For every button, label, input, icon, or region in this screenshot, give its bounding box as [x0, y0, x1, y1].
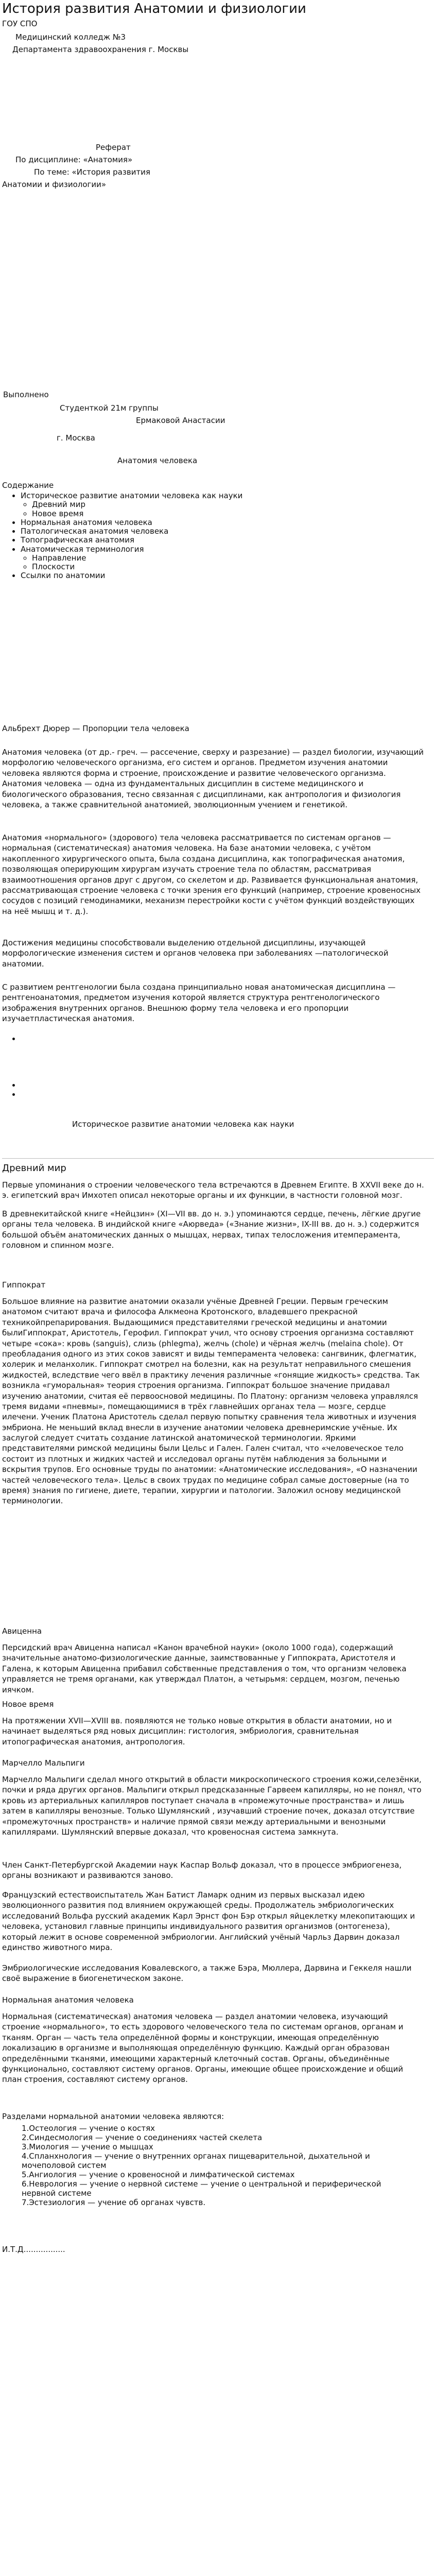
ancient-world-heading: Древний мир [2, 1163, 66, 1174]
toc-item-pathological-anatomy[interactable]: • Патологическая анатомия человека [21, 527, 362, 536]
normal-anatomy-paragraph: Нормальная (систематическая) анатомия человека — раздел анатомии человека, изучающий строение «нормального», то есть здорового человеческого тела по системам органов, органам и тканям. Орган — часть тела определённой формы и конструкции, имеющая определённую локализацию в организме и выполняющая определённую функцию. Каждый орган образован определёнными тканями, имеющими характерный клеточный состав. Органы, объединённые функционально, составляют систему органов. Органы, имеющие общее происхождение и общий план строения, составляют систему органов. [2, 2012, 404, 2084]
list-item: 2.Синдесмология — учение о соединениях частей скелета [22, 2133, 263, 2142]
subject-line: Анатомия человека [117, 456, 198, 465]
toc-item-links[interactable]: • Ссылки по анатомии [21, 571, 362, 580]
document-title: История развития Анатомии и физиологии [2, 1, 306, 16]
section-divider [2, 1158, 434, 1159]
toc-item-topographic-anatomy[interactable]: • Топографическая анатомия [21, 536, 362, 545]
malpighi-paragraph: Марчелло Мальпиги сделал много открытий в области микроскопического строения кожи,селезёнки, почки и ряда других органов. Мальпиги открыл предсказанные Гарвеем капилляры, но не понял, что кровь из артериальных капилляров поступает сначала в «промежуточные пространства» и лишь затем в капилляры венозные. Только Шумлянский , изучавший строение почек, доказал отсутствие «промежуточных пространств» и наличие прямой связи между артериальными и венозными капиллярами. Шумлянский впервые доказал, что кровеносная система замкнута. [2, 1775, 422, 1837]
modern-time-heading: Новое время [2, 1700, 54, 1709]
list-item: 3.Миология — учение о мышцах [22, 2142, 153, 2151]
signature-line: И.Т.Д................. [2, 2245, 65, 2254]
hippocrates-heading: Гиппократ [2, 1280, 46, 1290]
ancient-paragraph-1: Первые упоминания о строении человеческого тела встречаются в Древнем Египте. В XXVII веке до н. э. египетский врач Имхотеп описал некоторые органы и их функции, в частности головной мозг. [2, 1180, 424, 1200]
toc-item-direction[interactable]: ◦ Направление [32, 554, 362, 563]
done-label: Выполнено [3, 390, 49, 399]
empty-list-2 [2, 1080, 21, 1098]
org-line-1: ГОУ СПО [2, 19, 38, 28]
embryology-paragraph: Эмбриологические исследования Ковалевского, а также Бэра, Мюллера, Дарвина и Геккеля нашли своё выражение в биогенетическом законе. [2, 1963, 412, 1984]
toc-item-planes[interactable]: ◦ Плоскости [32, 563, 362, 571]
list-item: 7.Эстезиология — учение об органах чувств. [22, 2198, 206, 2207]
toc-item-history[interactable]: • Историческое развитие анатомии человека как науки ◦ Древний мир ◦ Новое время [21, 492, 362, 518]
list-item: 6.Неврология — учение о нервной системе — учение о центральной и периферической нервной системе [22, 2179, 381, 2198]
student-name: Ермаковой Анастасии [136, 416, 225, 425]
toc-item-normal-anatomy[interactable]: • Нормальная анатомия человека [21, 518, 362, 527]
intro-paragraph-3: Достижения медицины способствовали выделению отдельной дисциплины, изучающей морфологические изменения систем и органов человека при заболеваниях —патологической анатомии. [2, 938, 389, 969]
toc-item-ancient-world[interactable]: ◦ Древний мир [32, 500, 362, 509]
topic-line-continued: Анатомии и физиологии» [2, 180, 107, 189]
intro-paragraph-2: Анатомия «нормального» (здорового) тела человека рассматривается по системам органов —нормальная (систематическая) анатомия человека. На базе анатомии человека, с учётом накопленного хирургического опыта, была создана дисциплина, как топографическая анатомия, позволяющая оперирующим хирургам изучать строение тела по областям, рассматривая взаимоотношения органов друг с другом, со скелетом и др. Развивается функциональная анатомия, рассматривающая строение человека с точки зрения его функций (например, строение кровеносных сосудов с позиций гемодинамики, механизм перестройки кости с учётом функций воздействующих на неё мышц и т. д.). [2, 833, 421, 916]
toc-item-modern-time[interactable]: ◦ Новое время [32, 510, 362, 518]
academy-paragraph: Член Санкт-Петербургской Академии наук Каспар Вольф доказал, что в процессе эмбриогенеза, органы возникают и развиваются заново. [2, 1860, 402, 1880]
malpighi-heading: Марчелло Мальпиги [2, 1758, 85, 1768]
student-group: Студенткой 21м группы [60, 403, 159, 413]
discipline-line: По дисциплине: «Анатомия» [15, 155, 133, 164]
city-line: г. Москва [57, 433, 95, 443]
hippocrates-paragraph: Большое влияние на развитие анатомии оказали учёные Древней Греции. Первым греческим анатомом считают врача и философа Алкмеона Кротонского, владевшего прекрасной техникойпрепарирования. Выдающимися представителями греческой медицины и анатомии былиГиппократ, Аристотель, Герофил. Гиппократ учил, что основу строения организма составляют четыре «сока»: кровь (sanguis), слизь (phlegma), желчь (chole) и чёрная желчь (melaina chole). От преобладания одного из этих соков зависят и виды темперамента человека: сангвиник, флегматик, холерик и меланхолик. Гиппократ смотрел на болезни, как на результат неправильного смешения жидкостей, вследствие чего ввёл в практику лечения различные «гонящие жидкость» средства. Так возникла «гуморальная» теория строения организма. Гиппократ большое значение придавал изучению анатомии, считая её первоосновой медицины. По Платону: организм человека управлялся тремя видами «пневмы», помещающимися в трёх главнейших органах тела — мозге, сердце илечени. Ученик Платона Аристотель сделал первую попытку сравнения тела животных и изучения эмбриона. Не меньший вклад внесли в изучение анатомии человека древнеримские учёные. Их заслугой следует считать создание латинской анатомической терминологии. Яркими представителями римской медицины были Цельс и Гален. Гален считал, что «человеческое тело состоит из плотных и жидких частей и исследовал органы путём наблюдения за больными и вскрытия трупов. Его основные труды по анатомии: «Анатомические исследования», «О назначении частей человеческого тела». Цельс в своих трудах по медицине собрал самые достоверные (на то время) знания по гигиене, диете, терапии, хирургии и патологии. Заложил основу медицинской терминологии. [2, 1297, 420, 1506]
image-caption: Альбрехт Дюрер — Пропорции тела человека [2, 724, 189, 733]
toc-heading: Содержание [2, 481, 54, 490]
empty-list [2, 1033, 21, 1043]
org-line-2: Медицинский колледж №3 [15, 32, 126, 42]
org-line-3: Департамента здравоохранения г. Москвы [12, 45, 189, 54]
lamarck-paragraph: Французский естествоиспытатель Жан Батист Ламарк одним из первых высказал идею эволюционного развития под влиянием окружающей среды. Продолжатель эмбриологических исследований Вольфа русский академик Карл Эрнст фон Бэр открыл яйцеклетку млекопитающих и человека, установил главные принципы индивидуального развития организмов (онтогенеза), который лежит в основе современной эмбриологии. Английский учёный Чарльз Дарвин доказал единство животного мира. [2, 1890, 415, 1952]
ref-word: Реферат [96, 143, 131, 152]
intro-paragraph-1: Анатомия человека (от др.- греч. — рассечение, сверху и разрезание) — раздел биологии, изучающий морфологию человеческого организма, его систем и органов. Предметом изучения анатомии человека являются форма и строение, происхождение и развитие человеческого организма. Анатомия человека — одна из фундаментальных дисциплин в системе медицинского и биологического образования, тесно связанная с дисциплинами, как антропология и физиология человека, а также сравнительной анатомией, эволюционным учением и генетикой. [2, 748, 424, 809]
topic-line: По теме: «История развития [34, 167, 150, 177]
history-heading: Историческое развитие анатомии человека как науки [72, 1120, 294, 1129]
anatomy-sections-list [2, 2124, 414, 2207]
ancient-paragraph-2: В древнекитайской книге «Нейцзин» (XI—VII вв. до н. э.) упоминаются сердце, печень, лёгкие другие органы тела человека. В индийской книге «Аюрведа» («Знание жизни», IX-III вв. до н. э.) содержится большой объём анатомических данных о мышцах, нервах, типах телосложения итемперамента, головном и спинном мозге. [2, 1209, 421, 1250]
avicenna-heading: Авиценна [2, 1626, 42, 1636]
intro-paragraph-4: С развитием рентгенологии была создана принципиально новая анатомическая дисциплина —рентгеноанатомия, предметом изучения которой является структура рентгенологического изображения внутренних органов. Внешнюю форму тела человека и его пропорции изучаетпластическая анатомия. [2, 982, 396, 1024]
normal-anatomy-heading: Нормальная анатомия человека [2, 1995, 134, 2005]
list-item: 5.Ангиология — учение о кровеносной и лимфатической системах [22, 2170, 295, 2179]
list-item: 4.Спланхнология — учение о внутренних органах пищеварительной, дыхательной и мочеполовой систем [22, 2151, 370, 2170]
table-of-contents [2, 492, 362, 581]
avicenna-paragraph: Персидский врач Авиценна написал «Канон врачебной науки» (около 1000 года), содержащий значительные анатомо-физиологические данные, заимствованные у Гиппократа, Аристотеля и Галена, к которым Авиценна прибавил собственные представления о том, что организм человека управляется не тремя органами, как утверждал Платон, а четырьмя: сердцем, мозгом, печенью иячком. [2, 1643, 407, 1694]
sections-list-heading: Разделами нормальной анатомии человека являются: [2, 2112, 224, 2121]
toc-item-terminology[interactable]: • Анатомическая терминология ◦ Направление ◦ Плоскости [21, 545, 362, 572]
list-item: 1.Остеология — учение о костях [22, 2124, 155, 2133]
modern-time-paragraph: На протяжении XVII—XVIII вв. появляются не только новые открытия в области анатомии, но и начинает выделяться ряд новых дисциплин: гистология, эмбриология, сравнительная итопографическая анатомия, антропология. [2, 1716, 392, 1747]
